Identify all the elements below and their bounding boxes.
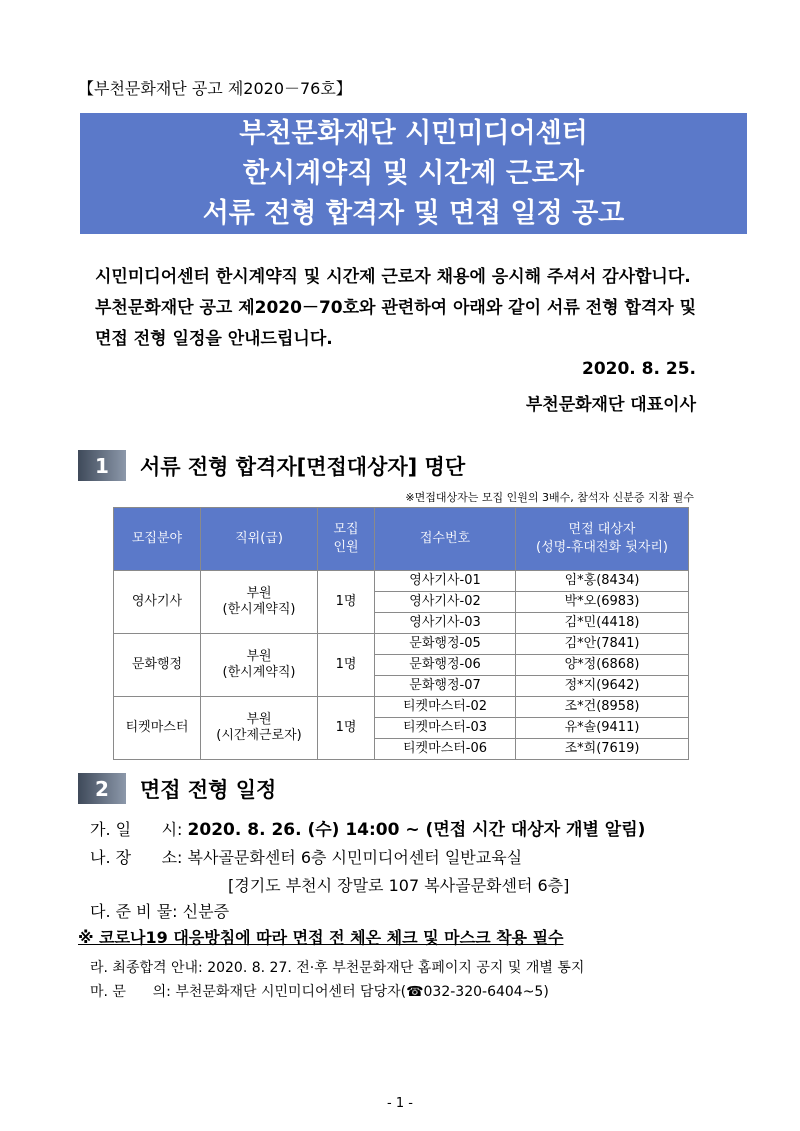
schedule-place-address: [경기도 부천시 장말로 107 복사골문화센터 6층] bbox=[228, 876, 570, 895]
schedule-items-row bbox=[90, 899, 229, 922]
title-line-2: 한시계약직 및 시간제 근로자 bbox=[242, 158, 585, 189]
candidate-table bbox=[113, 507, 689, 760]
contact-row bbox=[90, 981, 549, 1001]
cell-count: 1명 bbox=[318, 571, 375, 634]
header-field: 모집분야 bbox=[114, 508, 201, 571]
table-note: ※면접대상자는 모집 인원의 3배수, 참석자 신분증 지참 필수 bbox=[405, 491, 694, 504]
section-2-header bbox=[78, 773, 276, 804]
table-row bbox=[114, 697, 689, 718]
title-banner bbox=[80, 113, 747, 234]
schedule-items-label: 다. 준 비 물: bbox=[90, 902, 178, 921]
section-1-header bbox=[78, 450, 465, 481]
section-1-number: 1 bbox=[78, 450, 126, 481]
cell-interviewee: 김*안(7841) bbox=[516, 634, 689, 655]
notice-number: 【부천문화재단 공고 제2020－76호】 bbox=[78, 79, 352, 98]
cell-interviewee: 임*홍(8434) bbox=[516, 571, 689, 592]
cell-field: 문화행정 bbox=[114, 634, 201, 697]
title-line-3: 서류 전형 합격자 및 면접 일정 공고 bbox=[202, 198, 625, 229]
final-result-label: 라. 최종합격 안내: bbox=[90, 960, 203, 976]
title-line-1: 부천문화재단 시민미디어센터 bbox=[239, 118, 588, 149]
cell-receipt-no: 영사기사-01 bbox=[375, 571, 516, 592]
contact-label: 마. 문 의: bbox=[90, 984, 171, 1000]
cell-receipt-no: 티켓마스터-06 bbox=[375, 739, 516, 760]
cell-receipt-no: 문화행정-07 bbox=[375, 676, 516, 697]
schedule-place-row bbox=[90, 845, 522, 868]
cell-position: 부원 (한시계약직) bbox=[201, 571, 318, 634]
header-count: 모집 인원 bbox=[318, 508, 375, 571]
section-2-title: 면접 전형 일정 bbox=[140, 777, 277, 802]
cell-interviewee: 박*오(6983) bbox=[516, 592, 689, 613]
cell-position: 부원 (시간제근로자) bbox=[201, 697, 318, 760]
schedule-items-value: 신분증 bbox=[182, 902, 230, 921]
cell-receipt-no: 문화행정-06 bbox=[375, 655, 516, 676]
header-interviewee: 면접 대상자 (성명-휴대전화 뒷자리) bbox=[516, 508, 689, 571]
cell-receipt-no: 영사기사-03 bbox=[375, 613, 516, 634]
page-number: - 1 - bbox=[387, 1096, 413, 1111]
organization-signature: 부천문화재단 대표이사 bbox=[525, 395, 696, 415]
section-1-title: 서류 전형 합격자[면접대상자] 명단 bbox=[140, 454, 466, 479]
cell-interviewee: 김*민(4418) bbox=[516, 613, 689, 634]
cell-receipt-no: 티켓마스터-02 bbox=[375, 697, 516, 718]
cell-interviewee: 조*건(8958) bbox=[516, 697, 689, 718]
cell-position: 부원 (한시계약직) bbox=[201, 634, 318, 697]
cell-interviewee: 양*정(6868) bbox=[516, 655, 689, 676]
header-receipt-no: 접수번호 bbox=[375, 508, 516, 571]
contact-value: 부천문화재단 시민미디어센터 담당자(☎032-320-6404~5) bbox=[175, 984, 549, 1000]
schedule-place-label: 나. 장 소: bbox=[90, 848, 183, 867]
cell-field: 영사기사 bbox=[114, 571, 201, 634]
intro-paragraph: 시민미디어센터 한시계약직 및 시간제 근로자 채용에 응시해 주셔서 감사합니다. 부천문화재단 공고 제2020－70호와 관련하여 아래와 같이 서류 전형 합격자 및 면접 전형 일정을 안내드립니다. bbox=[95, 267, 697, 349]
cell-field: 티켓마스터 bbox=[114, 697, 201, 760]
cell-interviewee: 유*솔(9411) bbox=[516, 718, 689, 739]
table-row bbox=[114, 634, 689, 655]
schedule-date-row bbox=[90, 815, 645, 840]
schedule-place-value: 복사골문화센터 6층 시민미디어센터 일반교육실 bbox=[187, 848, 523, 867]
cell-count: 1명 bbox=[318, 697, 375, 760]
final-result-row bbox=[90, 957, 584, 977]
cell-receipt-no: 티켓마스터-03 bbox=[375, 718, 516, 739]
table-row bbox=[114, 571, 689, 592]
announcement-date: 2020. 8. 25. bbox=[581, 359, 696, 379]
cell-interviewee: 정*지(9642) bbox=[516, 676, 689, 697]
table-header-row bbox=[114, 508, 689, 571]
covid-notice: ※ 코로나19 대응방침에 따라 면접 전 체온 체크 및 마스크 착용 필수 bbox=[78, 928, 564, 947]
cell-count: 1명 bbox=[318, 634, 375, 697]
final-result-value: 2020. 8. 27. 전·후 부천문화재단 홈페이지 공지 및 개별 통지 bbox=[207, 960, 585, 976]
header-position: 직위(급) bbox=[201, 508, 318, 571]
cell-receipt-no: 영사기사-02 bbox=[375, 592, 516, 613]
schedule-date-value: 2020. 8. 26. (수) 14:00 ~ (면접 시간 대상자 개별 알림) bbox=[187, 820, 646, 840]
section-2-number: 2 bbox=[78, 773, 126, 804]
schedule-date-label: 가. 일 시: bbox=[90, 820, 183, 839]
cell-interviewee: 조*희(7619) bbox=[516, 739, 689, 760]
cell-receipt-no: 문화행정-05 bbox=[375, 634, 516, 655]
